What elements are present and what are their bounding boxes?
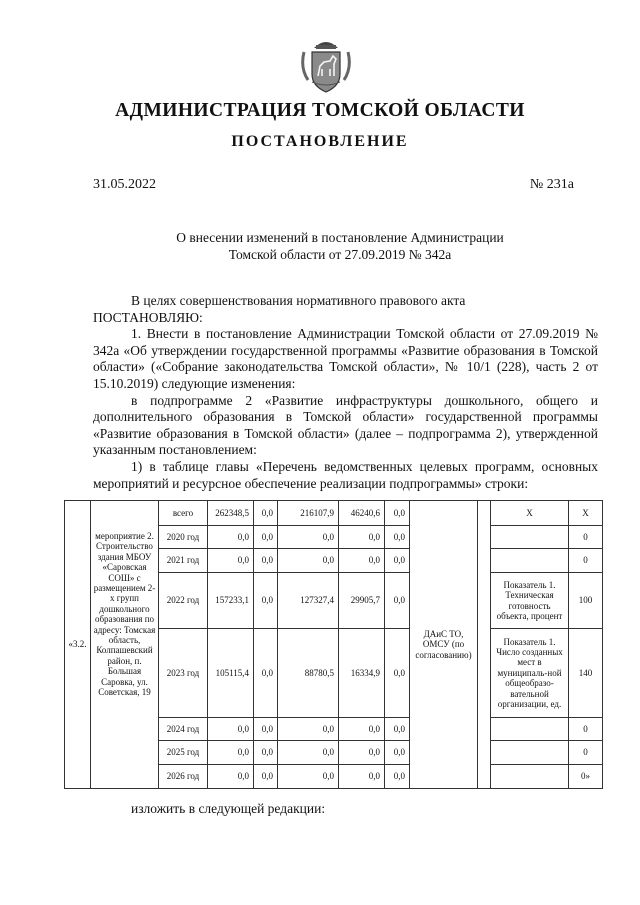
local-cell: 29905,7 <box>339 573 385 629</box>
local-cell: 46240,6 <box>339 501 385 526</box>
federal-cell: 0,0 <box>254 501 278 526</box>
indicator-name-cell <box>491 718 569 741</box>
local-cell: 0,0 <box>339 718 385 741</box>
extra-budget-cell: 0,0 <box>385 573 410 629</box>
regional-cell: 0,0 <box>278 765 339 789</box>
closing-text: изложить в следующей редакции: <box>131 801 326 816</box>
indicator-value-cell: 0 <box>569 718 603 741</box>
regional-cell: 216107,9 <box>278 501 339 526</box>
local-cell: 16334,9 <box>339 629 385 718</box>
total-cell: 157233,1 <box>208 573 254 629</box>
federal-cell: 0,0 <box>254 526 278 549</box>
total-cell: 0,0 <box>208 765 254 789</box>
subject-line-2: Томской области от 27.09.2019 № 342а <box>228 247 452 262</box>
tomsk-coat-of-arms-icon <box>300 34 352 94</box>
measure-name-cell <box>91 501 159 789</box>
federal-cell: 0,0 <box>254 629 278 718</box>
indicator-name-cell <box>491 526 569 549</box>
indicator-name-cell: Х <box>491 501 569 526</box>
regional-cell: 88780,5 <box>278 629 339 718</box>
total-cell: 0,0 <box>208 526 254 549</box>
period-cell: 2022 год <box>159 573 208 629</box>
federal-cell: 0,0 <box>254 718 278 741</box>
indicator-name-cell <box>491 549 569 573</box>
local-cell: 0,0 <box>339 741 385 765</box>
federal-cell: 0,0 <box>254 765 278 789</box>
regional-cell: 0,0 <box>278 741 339 765</box>
indicator-value-cell: 140 <box>569 629 603 718</box>
federal-cell: 0,0 <box>254 741 278 765</box>
period-cell: 2024 год <box>159 718 208 741</box>
total-cell: 262348,5 <box>208 501 254 526</box>
subject-line-1: О внесении изменений в постановление Администрации <box>176 230 504 245</box>
indicator-value-cell: 0 <box>569 741 603 765</box>
blank-cell <box>478 501 491 789</box>
extra-budget-cell: 0,0 <box>385 501 410 526</box>
regional-cell: 0,0 <box>278 526 339 549</box>
period-cell: 2025 год <box>159 741 208 765</box>
period-cell: всего <box>159 501 208 526</box>
extra-budget-cell: 0,0 <box>385 765 410 789</box>
regional-cell: 0,0 <box>278 718 339 741</box>
indicator-value-cell: 0 <box>569 526 603 549</box>
document-body <box>93 293 598 492</box>
extra-budget-cell: 0,0 <box>385 526 410 549</box>
measure-name: мероприятие 2. Строительство здания МБОУ «Саровская СОШ» с размещением 2-х групп дошкольного образования по адресу: Томская область, Колпашевский район, п. Большая Саровка, ул. Советская, 19 <box>93 531 156 698</box>
row-number-cell: «3.2. <box>65 501 91 789</box>
item-1-1-paragraph: 1) в таблице главы «Перечень ведомственных целевых программ, основных мероприятий и ресурсное обеспечение реализации подпрограммы» строки: <box>93 458 598 491</box>
total-cell: 105115,4 <box>208 629 254 718</box>
indicator-name-cell <box>491 765 569 789</box>
intro-paragraph: В целях совершенствования нормативного правового акта <box>131 293 466 308</box>
federal-cell: 0,0 <box>254 549 278 573</box>
item-1-sub-paragraph: в подпрограмме 2 «Развитие инфраструктуры дошкольного, общего и дополнительного образования в Томской области» государственной программы «Развитие образования в Томской области» (далее – подпрограмма 2), утвержденной указанным постановлением: <box>93 392 598 458</box>
federal-cell: 0,0 <box>254 573 278 629</box>
decree-word: ПОСТАНОВЛЯЮ: <box>93 309 203 325</box>
local-cell: 0,0 <box>339 526 385 549</box>
regional-cell: 127327,4 <box>278 573 339 629</box>
indicator-name-cell <box>491 741 569 765</box>
total-cell: 0,0 <box>208 718 254 741</box>
indicator-name-cell: Показатель 1. Число созданных мест в муниципаль-ной общеобразо-вательной организации, ед. <box>491 629 569 718</box>
local-cell: 0,0 <box>339 765 385 789</box>
extra-budget-cell: 0,0 <box>385 549 410 573</box>
item-1-paragraph: 1. Внести в постановление Администрации Томской области от 27.09.2019 № 342а «Об утверждении государственной программы «Развитие образования в Томской области» («Собрание законодательства Томской области», № 10/1 (228), часть 2 от 15.10.2019) следующие изменения: <box>93 326 598 391</box>
document-date: 31.05.2022 <box>93 177 156 192</box>
indicator-value-cell: 0 <box>569 549 603 573</box>
extra-budget-cell: 0,0 <box>385 718 410 741</box>
period-cell: 2021 год <box>159 549 208 573</box>
total-cell: 0,0 <box>208 549 254 573</box>
indicator-value-cell: 100 <box>569 573 603 629</box>
period-cell: 2026 год <box>159 765 208 789</box>
extra-budget-cell: 0,0 <box>385 741 410 765</box>
indicator-value-cell: Х <box>569 501 603 526</box>
period-cell: 2023 год <box>159 629 208 718</box>
document-subject <box>160 229 520 263</box>
regional-cell: 0,0 <box>278 549 339 573</box>
program-table <box>64 500 603 789</box>
indicator-value-cell: 0» <box>569 765 603 789</box>
document-number: № 231а <box>529 177 574 192</box>
table-row <box>65 501 603 526</box>
organization-title: АДМИНИСТРАЦИЯ ТОМСКОЙ ОБЛАСТИ <box>115 100 525 121</box>
indicator-name-cell: Показатель 1. Техническая готовность объекта, процент <box>491 573 569 629</box>
period-cell: 2020 год <box>159 526 208 549</box>
total-cell: 0,0 <box>208 741 254 765</box>
executor-cell: ДАиС ТО, ОМСУ (по согласованию) <box>410 501 478 789</box>
document-type: ПОСТАНОВЛЕНИЕ <box>231 133 409 150</box>
local-cell: 0,0 <box>339 549 385 573</box>
extra-budget-cell: 0,0 <box>385 629 410 718</box>
